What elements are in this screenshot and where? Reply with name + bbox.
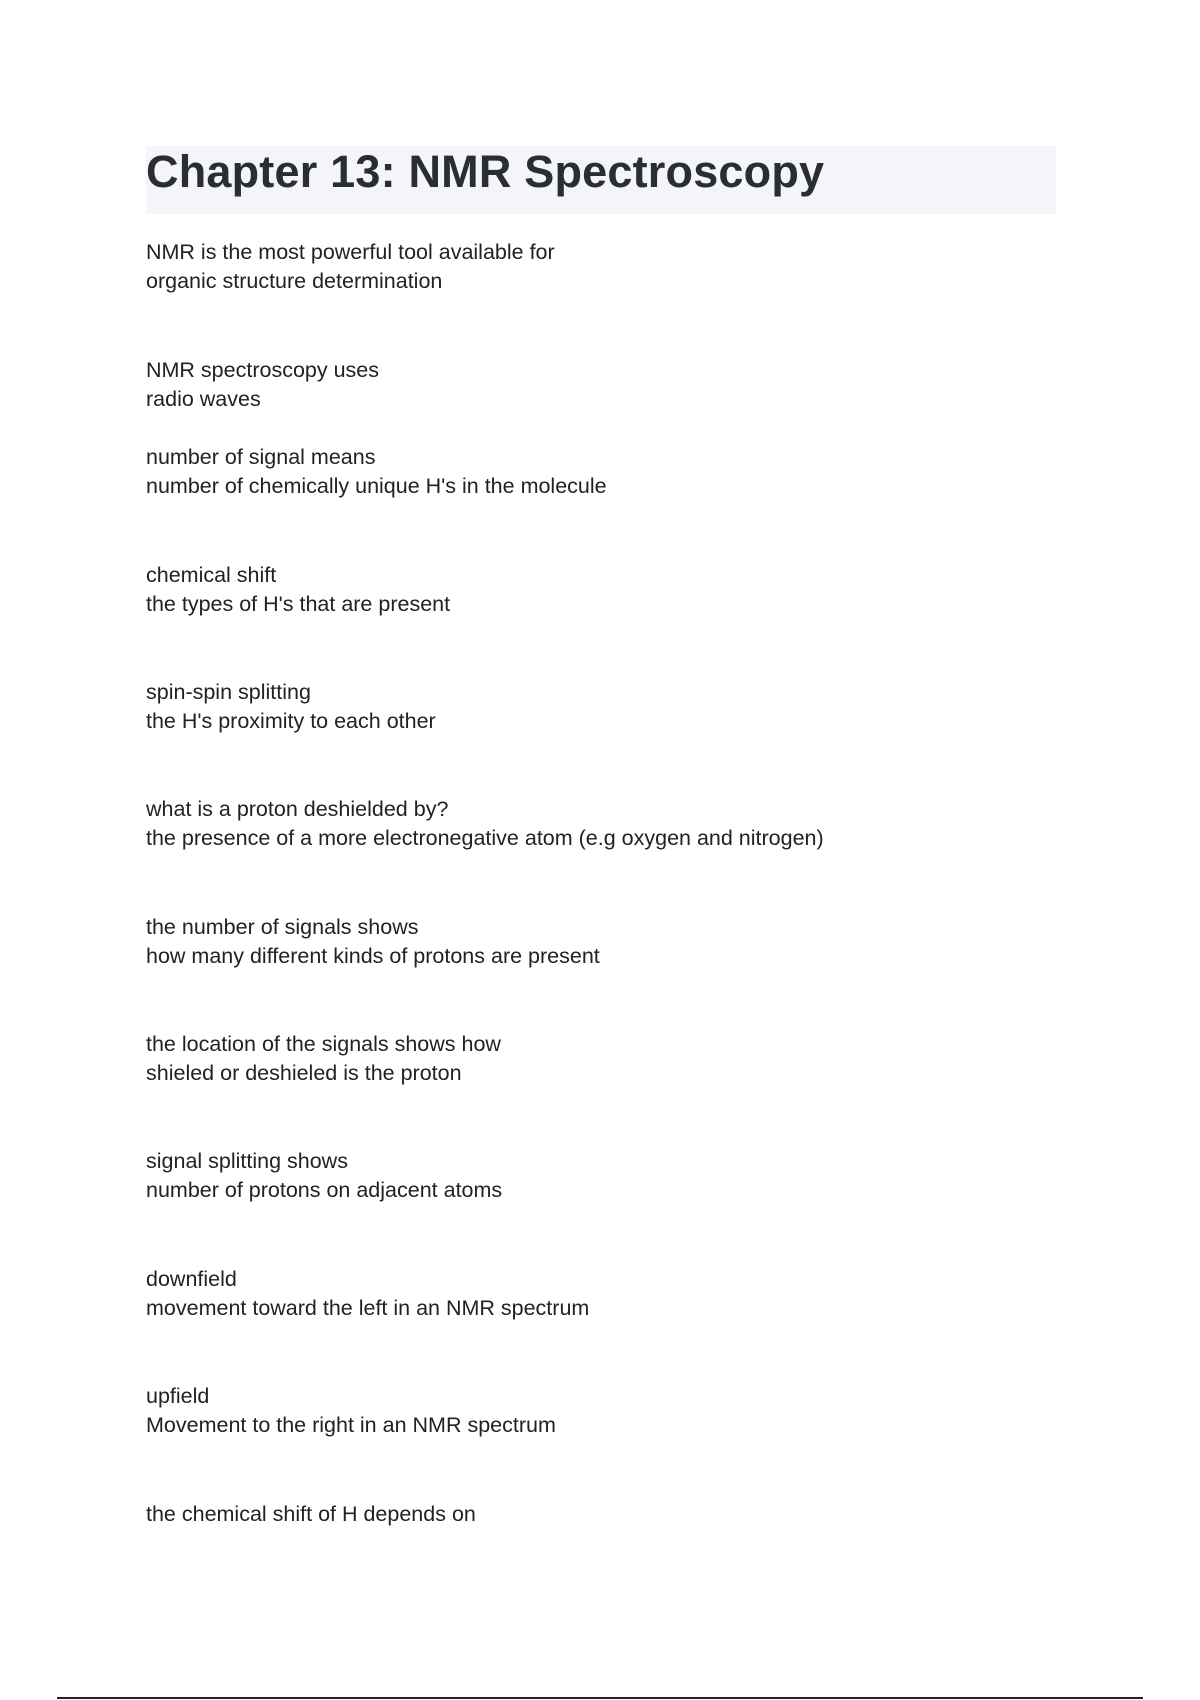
flashcard-entry [146,443,1046,501]
entry-term: what is a proton deshielded by? [146,797,449,821]
entry-term: the number of signals shows [146,915,419,939]
entry-definition: shieled or deshieled is the proton [146,1061,462,1085]
flashcard-entry [146,356,1046,414]
entry-definition: number of protons on adjacent atoms [146,1178,503,1202]
flashcard-entry [146,238,1046,296]
entry-term: upfield [146,1384,210,1408]
entry-definition: movement toward the left in an NMR spectrum [146,1296,590,1320]
entry-term: downfield [146,1267,237,1291]
entry-definition: the H's proximity to each other [146,709,436,733]
flashcard-entry [146,1030,1046,1088]
entry-term: spin-spin splitting [146,680,311,704]
flashcard-entry [146,1265,1046,1323]
entry-definition: the types of H's that are present [146,592,451,616]
flashcard-entry [146,678,1046,736]
flashcard-entry [146,1382,1046,1440]
footer-divider [57,1697,1143,1699]
entry-term: the location of the signals shows how [146,1032,501,1056]
flashcard-entry [146,795,1046,853]
entry-definition: the presence of a more electronegative atom (e.g oxygen and nitrogen) [146,826,824,850]
entry-term: NMR spectroscopy uses [146,358,379,382]
flashcard-entry [146,913,1046,971]
entry-term: chemical shift [146,563,277,587]
entry-term: signal splitting shows [146,1149,348,1173]
title-banner [146,146,1056,214]
entry-definition: how many different kinds of protons are present [146,944,600,968]
entry-definition: number of chemically unique H's in the molecule [146,474,607,498]
entry-term: the chemical shift of H depends on [146,1502,476,1526]
flashcard-entry [146,1500,1046,1529]
entry-term: number of signal means [146,445,376,469]
entry-definition: Movement to the right in an NMR spectrum [146,1413,556,1437]
flashcard-entry [146,561,1046,619]
entry-definition: radio waves [146,387,261,411]
page-title: Chapter 13: NMR Spectroscopy [146,146,825,197]
entry-term: NMR is the most powerful tool available for [146,240,555,264]
flashcard-entry [146,1147,1046,1205]
entry-definition: organic structure determination [146,269,443,293]
